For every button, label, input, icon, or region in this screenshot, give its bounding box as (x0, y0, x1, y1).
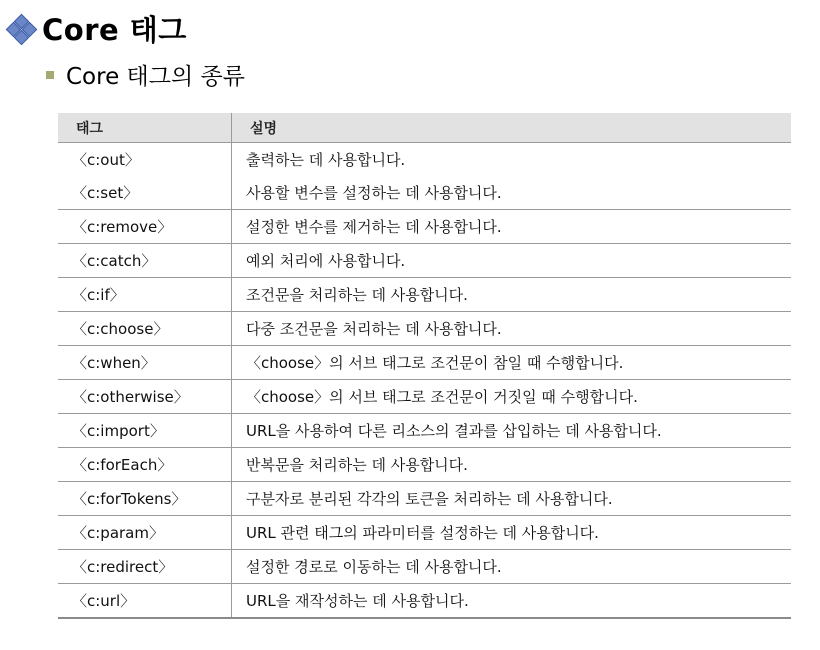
tag-cell: 〈c:forEach〉 (58, 448, 232, 482)
table-row (58, 380, 791, 414)
diamond-bullet-icon (8, 16, 34, 42)
table-row (58, 143, 791, 177)
description-cell: 조건문을 처리하는 데 사용합니다. (232, 278, 792, 312)
table-row (58, 584, 791, 619)
square-bullet-icon (46, 71, 54, 79)
tag-cell: 〈c:when〉 (58, 346, 232, 380)
tag-cell: 〈c:catch〉 (58, 244, 232, 278)
description-cell: 예외 처리에 사용합니다. (232, 244, 792, 278)
core-tags-table (58, 113, 791, 619)
table-row (58, 414, 791, 448)
table-row (58, 278, 791, 312)
tag-cell: 〈c:redirect〉 (58, 550, 232, 584)
description-cell: 다중 조건문을 처리하는 데 사용합니다. (232, 312, 792, 346)
description-cell: 설정한 경로로 이동하는 데 사용합니다. (232, 550, 792, 584)
tag-cell: 〈c:forTokens〉 (58, 482, 232, 516)
subtitle-row (46, 58, 245, 91)
description-cell: URL을 재작성하는 데 사용합니다. (232, 584, 792, 619)
description-cell: 구분자로 분리된 각각의 토큰을 처리하는 데 사용합니다. (232, 482, 792, 516)
tag-cell: 〈c:choose〉 (58, 312, 232, 346)
tag-cell: 〈c:set〉 (58, 176, 232, 210)
description-cell: 반복문을 처리하는 데 사용합니다. (232, 448, 792, 482)
page-subtitle: Core 태그의 종류 (66, 64, 245, 90)
page-title: Core 태그 (42, 13, 187, 47)
table-row (58, 210, 791, 244)
description-cell: 사용할 변수를 설정하는 데 사용합니다. (246, 184, 502, 202)
tag-cell: 〈c:otherwise〉 (58, 380, 232, 414)
table-row (58, 550, 791, 584)
title-row (8, 8, 187, 49)
tag-cell: 〈c:url〉 (58, 584, 232, 619)
tag-cell: 〈c:if〉 (58, 278, 232, 312)
description-cell: URL을 사용하여 다른 리소스의 결과를 삽입하는 데 사용합니다. (232, 414, 792, 448)
description-cell: 〈choose〉의 서브 태그로 조건문이 거짓일 때 수행합니다. (232, 380, 792, 414)
description-cell: 설정한 변수를 제거하는 데 사용합니다. (232, 210, 792, 244)
tag-cell: 〈c:import〉 (58, 414, 232, 448)
tag-cell: 〈c:out〉 (58, 143, 232, 177)
description-cell: 〈choose〉의 서브 태그로 조건문이 참일 때 수행합니다. (232, 346, 792, 380)
table-row (58, 482, 791, 516)
table-row (58, 312, 791, 346)
table-row (58, 346, 791, 380)
description-cell: 출력하는 데 사용합니다. (232, 143, 792, 177)
column-header-description: 설명 (232, 113, 792, 143)
description-cell: URL 관련 태그의 파라미터를 설정하는 데 사용합니다. (232, 516, 792, 550)
column-header-tag: 태그 (58, 113, 232, 143)
table-row (58, 516, 791, 550)
table-row (58, 176, 791, 210)
table-row (58, 244, 791, 278)
tag-cell: 〈c:remove〉 (58, 210, 232, 244)
tag-cell: 〈c:param〉 (58, 516, 232, 550)
table-row (58, 448, 791, 482)
table-header-row (58, 113, 791, 143)
